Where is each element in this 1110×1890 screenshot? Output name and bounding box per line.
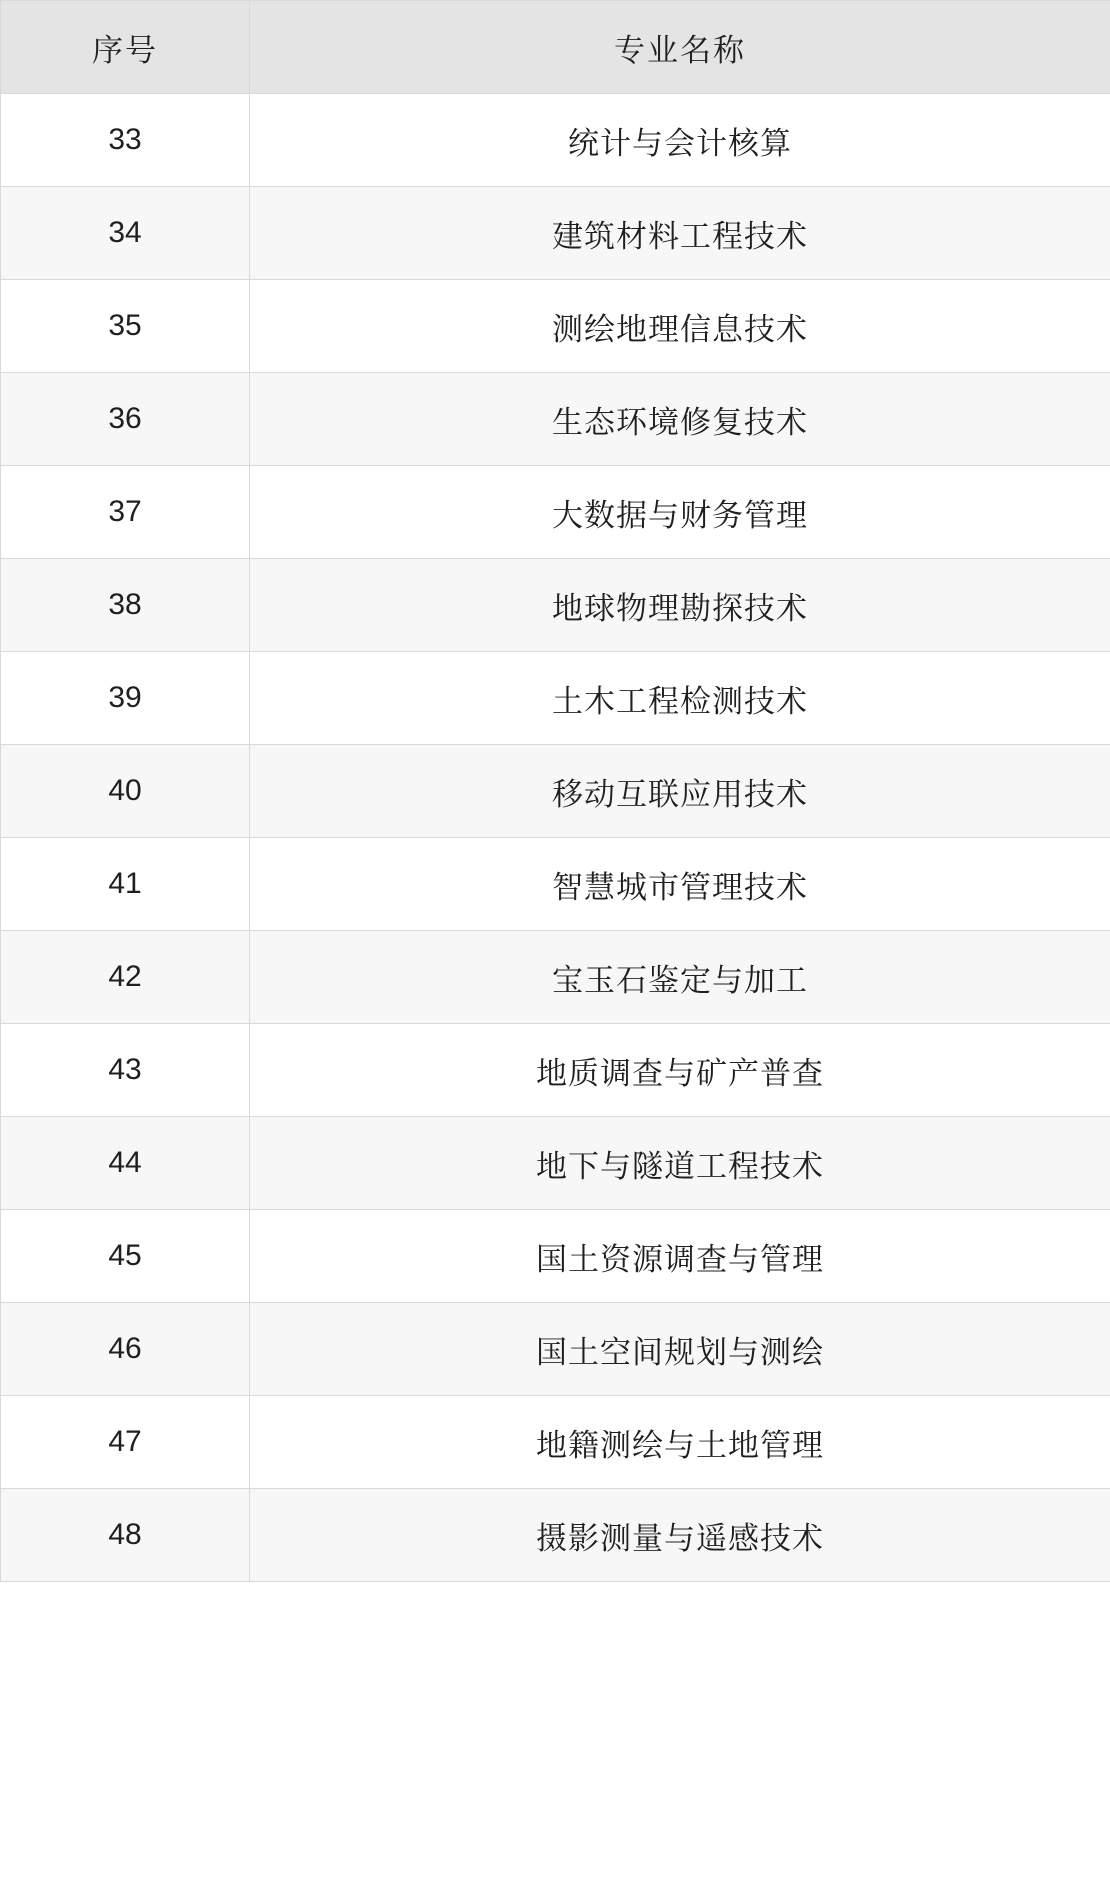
cell-major-name: 地质调查与矿产普查 (250, 1024, 1110, 1117)
column-header-name: 专业名称 (250, 1, 1110, 94)
cell-index: 43 (1, 1024, 250, 1117)
table-row (1, 1210, 1110, 1303)
cell-index: 35 (1, 280, 250, 373)
table-row (1, 1489, 1110, 1582)
cell-major-name: 土木工程检测技术 (250, 652, 1110, 745)
table-row (1, 94, 1110, 187)
cell-index: 42 (1, 931, 250, 1024)
table-row (1, 280, 1110, 373)
cell-major-name: 地球物理勘探技术 (250, 559, 1110, 652)
table-row (1, 187, 1110, 280)
cell-major-name: 大数据与财务管理 (250, 466, 1110, 559)
table-row (1, 559, 1110, 652)
cell-major-name: 建筑材料工程技术 (250, 187, 1110, 280)
table-row (1, 931, 1110, 1024)
cell-major-name: 生态环境修复技术 (250, 373, 1110, 466)
cell-index: 44 (1, 1117, 250, 1210)
table-row (1, 745, 1110, 838)
table-row (1, 1396, 1110, 1489)
cell-major-name: 国土资源调查与管理 (250, 1210, 1110, 1303)
table-body (1, 94, 1110, 1582)
table-row (1, 1117, 1110, 1210)
cell-index: 48 (1, 1489, 250, 1582)
table-row (1, 838, 1110, 931)
cell-major-name: 地下与隧道工程技术 (250, 1117, 1110, 1210)
cell-index: 38 (1, 559, 250, 652)
cell-major-name: 智慧城市管理技术 (250, 838, 1110, 931)
table-row (1, 466, 1110, 559)
table-row (1, 1024, 1110, 1117)
table-row (1, 1303, 1110, 1396)
cell-index: 34 (1, 187, 250, 280)
cell-index: 46 (1, 1303, 250, 1396)
cell-index: 33 (1, 94, 250, 187)
table-header-row (1, 1, 1110, 94)
table-header (1, 1, 1110, 94)
cell-major-name: 摄影测量与遥感技术 (250, 1489, 1110, 1582)
cell-major-name: 测绘地理信息技术 (250, 280, 1110, 373)
cell-major-name: 统计与会计核算 (250, 94, 1110, 187)
cell-major-name: 国土空间规划与测绘 (250, 1303, 1110, 1396)
cell-index: 36 (1, 373, 250, 466)
cell-index: 40 (1, 745, 250, 838)
table-row (1, 373, 1110, 466)
cell-index: 47 (1, 1396, 250, 1489)
table-row (1, 652, 1110, 745)
cell-index: 41 (1, 838, 250, 931)
cell-index: 37 (1, 466, 250, 559)
cell-index: 45 (1, 1210, 250, 1303)
cell-major-name: 宝玉石鉴定与加工 (250, 931, 1110, 1024)
cell-major-name: 移动互联应用技术 (250, 745, 1110, 838)
column-header-index: 序号 (1, 1, 250, 94)
cell-major-name: 地籍测绘与土地管理 (250, 1396, 1110, 1489)
cell-index: 39 (1, 652, 250, 745)
